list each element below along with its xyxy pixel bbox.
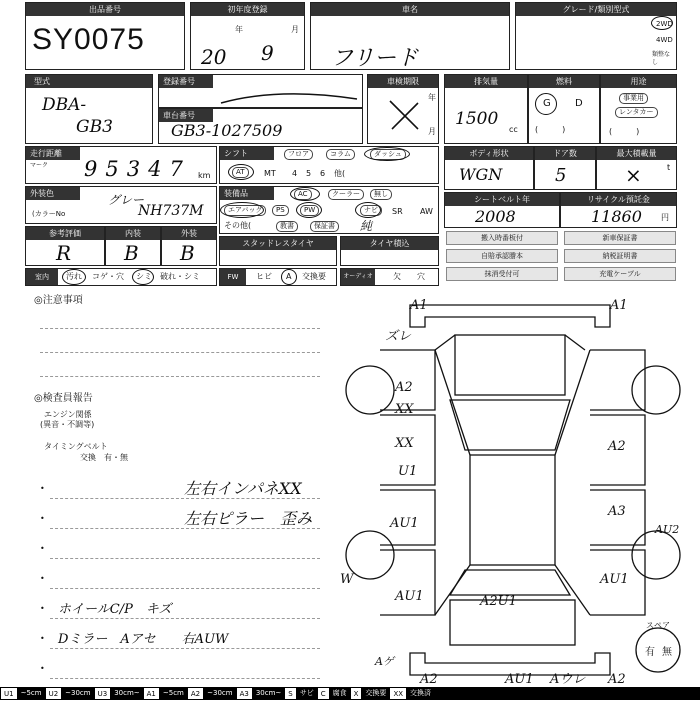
damage-legend: [0, 687, 700, 700]
interior-condition-row: [25, 268, 217, 286]
use-rental: レンタカー: [615, 107, 658, 118]
legend-a3-desc: 30cm~: [255, 689, 282, 697]
mark-a2-left: A2: [395, 380, 413, 395]
mileage-header: 走行距離: [26, 147, 80, 160]
equip-ac-circle: [290, 187, 320, 201]
mark-a2-rear-left: A2: [420, 672, 438, 685]
fuel-g: G: [543, 98, 551, 109]
drive-4wd: 4WD: [656, 36, 673, 44]
mark-au1-left: AU1: [390, 516, 419, 531]
equip-other: その他(: [224, 221, 252, 230]
legend-u2-desc: ~30cm: [65, 689, 91, 697]
rating-value: R: [56, 241, 72, 265]
equip-pw-circle: [296, 202, 322, 218]
fw-a: A: [286, 272, 292, 281]
first-registration-header: 初年度登録: [191, 3, 304, 16]
interior-cond-stain-circle: [132, 269, 154, 285]
timing-label: タイミングベルト: [44, 442, 108, 451]
report-bullet-7: •: [40, 664, 45, 673]
report-rule-1: [50, 498, 320, 499]
grade-header: グレード/類別型式: [516, 3, 676, 16]
capacity-unit: t: [667, 163, 671, 172]
first-registration-box: [190, 2, 305, 70]
shift-box: [219, 146, 439, 184]
chassis-header: 車台番号: [159, 109, 213, 122]
equip-pw: PW: [300, 205, 319, 216]
body-box: [444, 146, 534, 190]
rating-header: 参考評価: [26, 227, 104, 240]
legend-u3: U3: [94, 687, 112, 700]
roof: [470, 455, 555, 565]
engine-label: エンジン関係: [44, 410, 92, 419]
report-rule-7: [50, 678, 320, 679]
fw-label: FW: [220, 269, 246, 285]
report-line-5: ホイールC/P キズ: [58, 602, 172, 617]
shift-header: シフト: [220, 147, 274, 160]
mark-au1-rear-right: AU1: [600, 572, 629, 587]
color-code: NH737M: [138, 203, 204, 219]
capacity-header: 最大積載量: [597, 147, 676, 160]
interior-cond-stain: シミ: [136, 272, 152, 281]
mileage-mark: マーク: [30, 162, 49, 169]
exterior-header: 外装: [162, 227, 216, 240]
inspector-header: ◎検査員報告: [34, 393, 93, 404]
report-rule-6: [50, 648, 320, 649]
use-box: [600, 74, 677, 144]
legend-u2: U2: [45, 687, 63, 700]
legend-xx: XX: [389, 687, 407, 700]
studless-box: [219, 236, 337, 266]
displacement-header: 排気量: [445, 75, 527, 88]
displacement-box: [444, 74, 528, 144]
report-line-6: Dミラー Aアセ 右AUW: [58, 632, 229, 647]
drive-none: 類整なし: [652, 51, 671, 66]
exterior-box: [161, 226, 217, 266]
year-suffix: 年: [235, 25, 243, 34]
shift-4: 4: [292, 169, 298, 178]
inspection-cross-mark: [386, 97, 422, 133]
legend-x-desc: 交換要: [365, 689, 387, 697]
report-bullet-2: •: [40, 514, 45, 523]
front-bumper: [410, 305, 610, 327]
lot-number-header: 出品番号: [26, 3, 184, 16]
recycle-value: 11860: [591, 207, 642, 226]
mark-a2-rear-right: A2: [608, 672, 626, 685]
equip-navi-circle: [355, 202, 381, 218]
equip-note: 純: [360, 219, 373, 233]
fw-row: [219, 268, 337, 286]
mark-zure: ズレ: [385, 329, 412, 344]
spare-alt: 無: [662, 647, 672, 658]
color-code-label: (カラーNo: [32, 210, 66, 218]
report-rule-2: [50, 528, 320, 529]
report-rule-5: [50, 618, 320, 619]
equip-ac: AC: [294, 189, 312, 200]
doc-item-6: 充電ケーブル: [564, 267, 676, 281]
legend-x: X: [350, 687, 363, 700]
car-name: フリード: [331, 46, 419, 71]
report-rule-4: [50, 588, 320, 589]
mark-aure-rear: Aウレ: [550, 672, 586, 685]
equipment-header: 装備品: [220, 187, 274, 200]
interior-box: [105, 226, 161, 266]
wheel-rear-right: [632, 531, 680, 579]
legend-a3: A3: [236, 687, 253, 700]
fuel-paren: ( ): [535, 125, 566, 134]
month-suffix: 月: [291, 25, 299, 34]
rear-window: [450, 570, 570, 595]
shift-other: 他(: [334, 169, 346, 178]
color-box: [25, 186, 217, 224]
shift-dash: ダッシュ: [370, 149, 406, 160]
mark-xx-1: XX: [395, 402, 414, 417]
recycle-header: リサイクル預託金: [561, 193, 676, 206]
shift-at: AT: [232, 167, 249, 178]
mark-a2-right: A2: [608, 439, 626, 454]
inspection-year-suffix: 年: [428, 93, 436, 102]
fuel-header: 燃料: [529, 75, 599, 88]
fw-crack: ヒビ: [256, 272, 272, 281]
legend-u3-desc: 30cm~: [114, 689, 140, 697]
timing-opts: 交換 有・無: [80, 453, 128, 462]
recycle-box: [560, 192, 677, 228]
doc-item-1: 搬入時番板付: [446, 231, 558, 245]
interior-cond-dirty-circle: [62, 269, 86, 285]
doc-item-2: 新車保証書: [564, 231, 676, 245]
doc-item-4: 納税証明書: [564, 249, 676, 263]
inspection-box: [367, 74, 439, 144]
body-header: ボディ形状: [445, 147, 533, 160]
doors-header: ドア数: [535, 147, 595, 160]
spare-value: 有: [645, 647, 655, 658]
legend-u1: U1: [0, 687, 18, 700]
notes-header: ◎注意事項: [34, 295, 83, 306]
seatbelt-value: 2008: [475, 207, 516, 226]
right-front-fender: [590, 350, 645, 410]
legend-u1-desc: ~5cm: [20, 689, 42, 697]
seatbelt-box: [444, 192, 560, 228]
fw-a-circle: [281, 269, 297, 285]
interior-cond-dirty: 汚れ: [66, 272, 82, 281]
car-diagram: [340, 295, 685, 685]
interior-header: 内装: [106, 227, 160, 240]
car-name-box: [310, 2, 510, 70]
tire-header: タイヤ積込: [341, 237, 438, 250]
mark-u1-left: U1: [398, 464, 418, 479]
mark-au1-right-edge: AU2: [655, 523, 680, 536]
audio-missing: 欠: [393, 272, 401, 281]
spare-circle: [636, 628, 680, 672]
model-box: [25, 74, 153, 144]
model-value-1: DBA-: [42, 95, 87, 115]
shift-5: 5: [306, 169, 312, 178]
registration-scribble: [219, 85, 359, 107]
color-value: グレー: [108, 193, 145, 207]
model-header: 型式: [26, 75, 152, 88]
use-header: 用途: [601, 75, 676, 88]
mileage-value: 95347: [84, 157, 191, 181]
registration-number-box: [158, 74, 363, 108]
left-rear-fender: [380, 550, 435, 615]
capacity-value: ×: [625, 163, 642, 187]
spare-label: スペア: [646, 621, 670, 630]
lot-number: SY0075: [32, 23, 145, 56]
fuel-box: [528, 74, 600, 144]
chassis-value: GB3-1027509: [171, 121, 283, 140]
shift-mt: MT: [264, 169, 276, 178]
report-line-1: 左右インパネXX: [184, 479, 302, 498]
inspection-header: 車検期限: [368, 75, 438, 88]
report-line-2: 左右ピラー 歪み: [184, 509, 313, 528]
model-value-2: GB3: [76, 117, 113, 137]
audio-row: [340, 268, 439, 286]
audio-label: オーディオ: [341, 269, 375, 285]
equipment-box: [219, 186, 439, 234]
shift-6: 6: [320, 169, 326, 178]
mileage-unit: km: [198, 171, 211, 180]
notes-line-3: [40, 376, 320, 377]
equip-aw: AW: [420, 207, 433, 216]
legend-a2-desc: ~30cm: [207, 689, 233, 697]
inspection-month-suffix: 月: [428, 127, 436, 136]
legend-s: S: [284, 687, 296, 700]
legend-c-desc: 腐食: [332, 689, 347, 697]
interior-cond-tear: 破れ・シミ: [160, 272, 200, 281]
use-business: 事業用: [619, 93, 648, 104]
interior-cond-burn: コゲ・穴: [92, 272, 124, 281]
report-rule-3: [50, 558, 320, 559]
rating-box: [25, 226, 105, 266]
wheel-front-left: [346, 366, 394, 414]
car-name-header: 車名: [311, 3, 509, 16]
report-bullet-4: •: [40, 574, 45, 583]
shift-column: コラム: [326, 149, 355, 160]
mark-a2u1-trunk: A2U1: [480, 594, 517, 609]
report-bullet-5: •: [40, 604, 45, 613]
mark-age: Aゲ: [375, 655, 394, 668]
notes-line-1: [40, 328, 320, 329]
equip-ps: PS: [272, 205, 289, 216]
equip-airbag-circle: [220, 202, 264, 218]
report-bullet-3: •: [40, 544, 45, 553]
legend-a1-desc: ~5cm: [162, 689, 184, 697]
interior-value: B: [124, 241, 139, 265]
fuel-g-circle: [535, 93, 557, 115]
equip-warranty: 保証書: [310, 221, 339, 232]
legend-a2: A2: [187, 687, 204, 700]
equip-manual: 教書: [276, 221, 298, 232]
equip-cooler: クーラー: [328, 189, 364, 200]
engine-sub: (異音・不調等): [40, 420, 95, 429]
body-value: WGN: [459, 165, 503, 184]
doc-item-3: 自賠承認謄本: [446, 249, 558, 263]
windshield: [450, 400, 570, 450]
legend-s-desc: サビ: [299, 689, 314, 697]
tire-box: [340, 236, 439, 266]
exterior-value: B: [180, 241, 195, 265]
displacement-unit: cc: [509, 125, 518, 134]
equip-navi: ナビ: [360, 205, 382, 216]
legend-xx-desc: 交換済: [410, 689, 432, 697]
recycle-unit: 円: [661, 213, 669, 222]
grade-box: [515, 2, 677, 70]
doors-value: 5: [555, 165, 567, 186]
studless-header: スタッドレスタイヤ: [220, 237, 336, 250]
shift-at-circle: [228, 164, 254, 180]
report-bullet-6: •: [40, 634, 45, 643]
color-header: 外装色: [26, 187, 80, 200]
registration-number-header: 登録番号: [159, 75, 213, 88]
displacement-value: 1500: [455, 109, 499, 129]
report-bullet-1: •: [40, 484, 45, 493]
equip-none: 無し: [370, 189, 392, 200]
mark-xx-2: XX: [395, 436, 414, 451]
mark-a1-front-left: A1: [410, 298, 428, 313]
drive-2wd: 2WD: [656, 20, 673, 28]
mark-a3-right: A3: [608, 504, 626, 519]
use-paren: ( ): [609, 127, 640, 136]
mark-a1-front-right: A1: [610, 298, 628, 313]
hood: [455, 335, 565, 395]
mark-au1-rear: AU1: [505, 672, 534, 685]
doors-box: [534, 146, 596, 190]
shift-dash-circle: [364, 147, 410, 161]
drive-2wd-circle: [651, 16, 673, 30]
first-reg-year: 20: [201, 45, 227, 69]
legend-c: C: [317, 687, 330, 700]
doc-item-5: 抹消受付可: [446, 267, 558, 281]
chassis-box: [158, 108, 363, 144]
legend-a1: A1: [143, 687, 160, 700]
fw-replace: 交換要: [302, 272, 326, 281]
interior-cond-label: 室内: [26, 269, 58, 285]
seatbelt-header: シートベルト年: [445, 193, 559, 206]
mark-w: W: [340, 572, 354, 587]
first-reg-month: 9: [261, 41, 274, 65]
equip-sr: SR: [392, 207, 403, 216]
notes-line-2: [40, 352, 320, 353]
audio-hole: 穴: [417, 272, 425, 281]
fuel-d: D: [575, 98, 583, 109]
mark-au1-rear-left: AU1: [395, 589, 424, 604]
mileage-box: [25, 146, 217, 184]
capacity-box: [596, 146, 677, 190]
wheel-front-right: [632, 366, 680, 414]
equip-airbag: エアバッグ: [224, 205, 266, 216]
shift-floor: フロア: [284, 149, 313, 160]
lot-number-box: [25, 2, 185, 70]
